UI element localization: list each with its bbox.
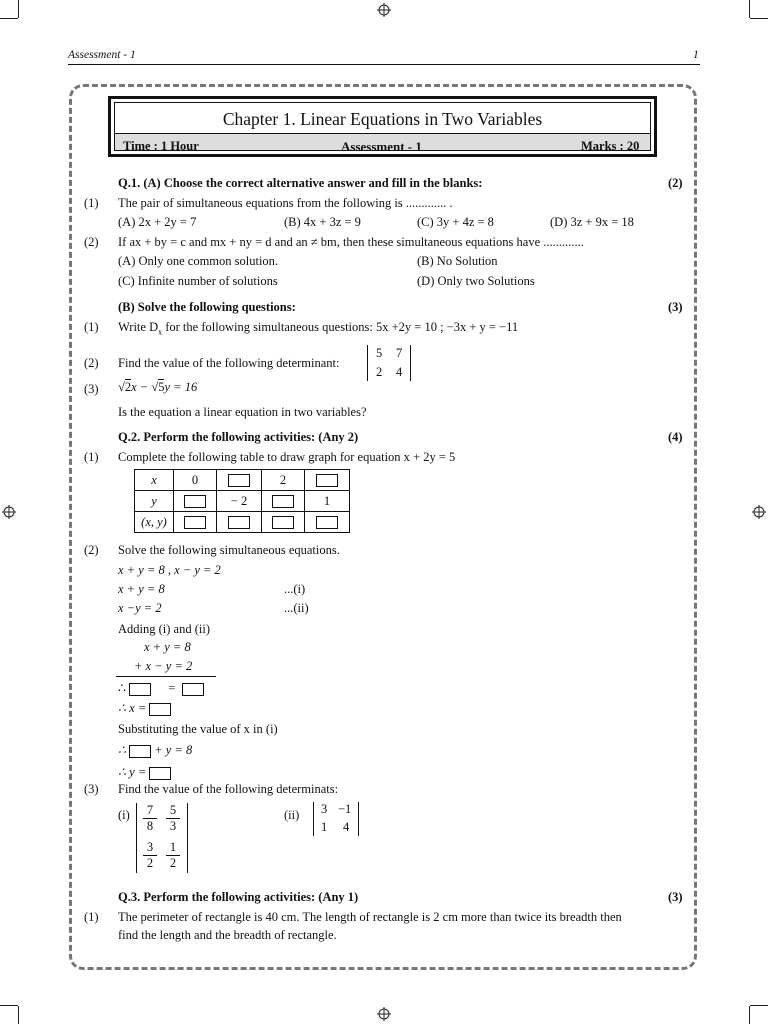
fraction bbox=[166, 803, 180, 834]
header-rule bbox=[68, 64, 700, 65]
answer-box[interactable] bbox=[184, 516, 206, 529]
table-cell: − 2 bbox=[217, 491, 262, 512]
equation-line: x + y = 8 bbox=[118, 582, 165, 596]
det-entry: 7 bbox=[396, 346, 403, 360]
registration-mark-icon bbox=[377, 1007, 391, 1021]
denominator: 2 bbox=[169, 856, 177, 870]
question-text: Find the value of the following determinant: bbox=[118, 356, 340, 370]
table-row bbox=[135, 470, 350, 491]
step-text: Substituting the value of x in (i) bbox=[118, 722, 278, 736]
det-entry: 4 bbox=[343, 820, 350, 834]
step-text: Adding (i) and (ii) bbox=[118, 622, 210, 636]
therefore-symbol: ∴ bbox=[118, 681, 126, 695]
answer-box[interactable] bbox=[228, 474, 250, 487]
option-b: (B) 4x + 3z = 9 bbox=[284, 215, 361, 229]
question-text: Is the equation a linear equation in two variables? bbox=[118, 405, 367, 419]
question-text: Complete the following table to draw graph for equation x + 2y = 5 bbox=[118, 450, 456, 464]
value-table bbox=[134, 469, 350, 533]
table-cell bbox=[174, 512, 217, 533]
answer-box[interactable] bbox=[272, 495, 294, 508]
question-text: Solve the following simultaneous equations. bbox=[118, 543, 340, 557]
text-part: Write D bbox=[118, 320, 159, 334]
answer-box[interactable] bbox=[184, 495, 206, 508]
table-cell bbox=[217, 470, 262, 491]
question-number: (1) bbox=[84, 910, 99, 924]
det-entry: 4 bbox=[396, 365, 403, 379]
option-d: (D) 3z + 9x = 18 bbox=[550, 215, 634, 229]
question-number: (1) bbox=[84, 196, 99, 210]
option-b: (B) No Solution bbox=[417, 254, 498, 268]
equation-line: x −y = 2 bbox=[118, 601, 162, 615]
crop-mark bbox=[0, 1005, 18, 1006]
question-text: find the length and the breadth of rectangle. bbox=[118, 928, 337, 942]
sqrt-sign: √ bbox=[118, 380, 125, 394]
text-part: x − bbox=[131, 380, 152, 394]
question-number: (1) bbox=[84, 450, 99, 464]
text-part: ∴ x = bbox=[118, 701, 147, 715]
equation-line bbox=[118, 700, 171, 716]
numerator: 1 bbox=[166, 840, 180, 856]
option-d: (D) Only two Solutions bbox=[417, 274, 535, 288]
text-part: y = 16 bbox=[164, 380, 198, 394]
table-row bbox=[135, 512, 350, 533]
q2-heading: Q.2. Perform the following activities: (Any 2) bbox=[118, 430, 359, 444]
question-text: If ax + by = c and mx + ny = d and an ≠ bm, then these simultaneous equations have ............. bbox=[118, 235, 584, 249]
det-entry: 3 bbox=[321, 802, 328, 816]
subscript: x bbox=[158, 327, 163, 337]
table-cell bbox=[174, 491, 217, 512]
denominator: 8 bbox=[146, 819, 154, 833]
det-entry: 5 bbox=[376, 346, 383, 360]
q1a-marks: (2) bbox=[668, 176, 683, 190]
det-entry: −1 bbox=[338, 802, 352, 816]
question-text: Find the value of the following determinats: bbox=[118, 782, 339, 796]
sub-label: (i) bbox=[118, 808, 130, 822]
option-c: (C) 3y + 4z = 8 bbox=[417, 215, 494, 229]
marks-label: Marks : 20 bbox=[581, 139, 640, 153]
numerator: 7 bbox=[143, 803, 157, 819]
table-cell bbox=[262, 491, 305, 512]
crop-mark bbox=[18, 1006, 19, 1024]
option-a: (A) Only one common solution. bbox=[118, 254, 279, 268]
table-cell: x bbox=[135, 470, 174, 491]
equation bbox=[118, 380, 197, 395]
table-cell: 1 bbox=[305, 491, 350, 512]
option-a: (A) 2x + 2y = 7 bbox=[118, 215, 197, 229]
equation-line bbox=[118, 680, 204, 696]
equation-line bbox=[118, 742, 192, 758]
text-part: ∴ y = bbox=[118, 765, 147, 779]
therefore-symbol: ∴ bbox=[118, 743, 126, 757]
sub-label: (ii) bbox=[284, 808, 300, 822]
title-meta bbox=[115, 133, 650, 154]
registration-mark-icon bbox=[2, 505, 16, 519]
crop-mark bbox=[750, 1005, 768, 1006]
fraction bbox=[143, 803, 157, 834]
det-entry: 2 bbox=[376, 365, 383, 379]
question-number: (1) bbox=[84, 320, 99, 334]
assessment-label: Assessment - 1 bbox=[341, 139, 422, 154]
equation-ref: ...(ii) bbox=[284, 601, 309, 615]
text-part: + y = 8 bbox=[154, 743, 193, 757]
answer-box[interactable] bbox=[316, 516, 338, 529]
question-number: (3) bbox=[84, 382, 99, 396]
table-cell: (x, y) bbox=[135, 512, 174, 533]
table-cell bbox=[305, 470, 350, 491]
q2-marks: (4) bbox=[668, 430, 683, 444]
sqrt-sign: √ bbox=[151, 380, 159, 394]
text-part: for the following simultaneous questions: 5x +2y = 10 ; −3x + y = −11 bbox=[162, 320, 519, 334]
chapter-title: Chapter 1. Linear Equations in Two Variables bbox=[115, 103, 650, 133]
table-row bbox=[135, 491, 350, 512]
answer-box[interactable] bbox=[182, 683, 204, 696]
crop-mark bbox=[18, 0, 19, 18]
crop-mark bbox=[750, 18, 768, 19]
question-number: (2) bbox=[84, 235, 99, 249]
q3-heading: Q.3. Perform the following activities: (Any 1) bbox=[118, 890, 359, 904]
question-number: (3) bbox=[84, 782, 99, 796]
running-header: Assessment - 1 bbox=[68, 49, 136, 61]
crop-mark bbox=[749, 1006, 750, 1024]
answer-box[interactable] bbox=[316, 474, 338, 487]
time-label: Time : 1 Hour bbox=[123, 139, 199, 153]
answer-box[interactable] bbox=[272, 516, 294, 529]
table-cell bbox=[305, 512, 350, 533]
determinant bbox=[367, 345, 411, 381]
table-cell: 0 bbox=[174, 470, 217, 491]
option-c: (C) Infinite number of solutions bbox=[118, 274, 278, 288]
determinant bbox=[136, 803, 188, 873]
q1b-heading: (B) Solve the following questions: bbox=[118, 300, 296, 314]
radicand: 2 bbox=[124, 380, 132, 394]
crop-mark bbox=[0, 18, 18, 19]
table-cell bbox=[217, 512, 262, 533]
registration-mark-icon bbox=[377, 3, 391, 17]
radicand: 5 bbox=[158, 380, 165, 394]
table-cell: y bbox=[135, 491, 174, 512]
crop-mark bbox=[749, 0, 750, 18]
answer-box[interactable] bbox=[129, 745, 151, 758]
question-text: The perimeter of rectangle is 40 cm. The length of rectangle is 2 cm more than twice its breadth then bbox=[118, 910, 622, 924]
table-cell bbox=[262, 512, 305, 533]
numerator: 3 bbox=[143, 840, 157, 856]
question-number: (2) bbox=[84, 356, 99, 370]
answer-box[interactable] bbox=[129, 683, 151, 696]
q3-marks: (3) bbox=[668, 890, 683, 904]
det-entry: 1 bbox=[321, 820, 328, 834]
q1b-marks: (3) bbox=[668, 300, 683, 314]
addition-rule bbox=[116, 676, 216, 677]
equation-line: x + y = 8 bbox=[144, 640, 191, 654]
question-text bbox=[118, 320, 518, 337]
equals-sign: = bbox=[168, 681, 176, 695]
fraction bbox=[143, 840, 157, 871]
fraction bbox=[166, 840, 180, 871]
page-number: 1 bbox=[693, 49, 699, 61]
denominator: 3 bbox=[169, 819, 177, 833]
table-cell: 2 bbox=[262, 470, 305, 491]
denominator: 2 bbox=[146, 856, 154, 870]
question-number: (2) bbox=[84, 543, 99, 557]
answer-box[interactable] bbox=[228, 516, 250, 529]
numerator: 5 bbox=[166, 803, 180, 819]
equation-line: x + y = 8 , x − y = 2 bbox=[118, 563, 221, 577]
answer-box[interactable] bbox=[149, 703, 171, 716]
determinant bbox=[313, 802, 359, 836]
title-box bbox=[108, 96, 657, 157]
registration-mark-icon bbox=[752, 505, 766, 519]
answer-box[interactable] bbox=[149, 767, 171, 780]
equation-line: + x − y = 2 bbox=[134, 659, 193, 673]
equation-ref: ...(i) bbox=[284, 582, 306, 596]
q1a-heading: Q.1. (A) Choose the correct alternative answer and fill in the blanks: bbox=[118, 176, 483, 190]
equation-line bbox=[118, 764, 171, 780]
question-text: The pair of simultaneous equations from the following is ............. . bbox=[118, 196, 453, 210]
